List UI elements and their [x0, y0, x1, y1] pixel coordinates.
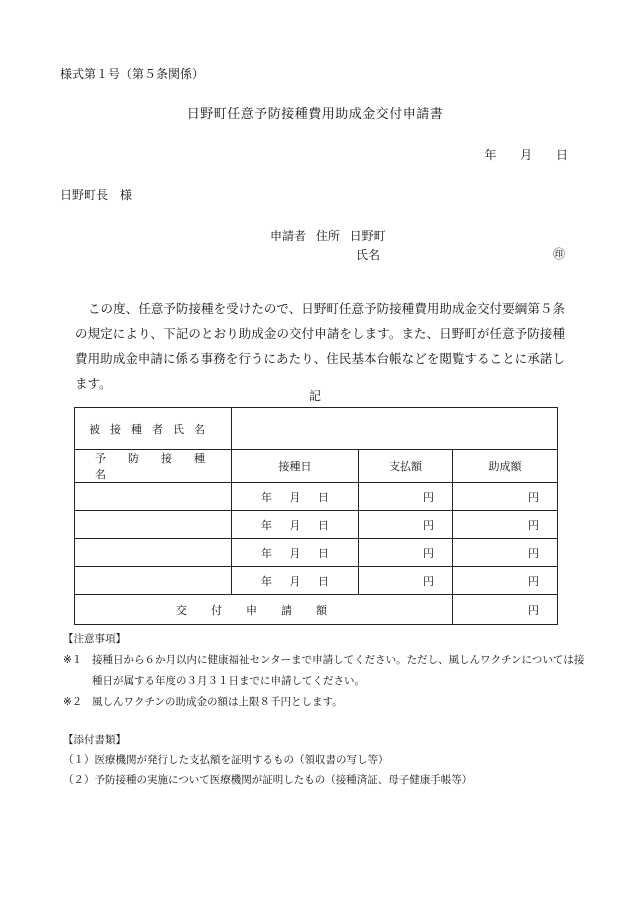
vaccine-name-field[interactable]	[75, 483, 232, 511]
table-row	[75, 483, 558, 511]
vaccine-name-field[interactable]	[75, 567, 232, 595]
body-paragraph: この度、任意予防接種を受けたので、日野町任意予防接種費用助成金交付要綱第５条の規定により、下記のとおり助成金の交付申請をします。また、日野町が任意予防接種費用助成金申請に係る事務を行うにあたり、住民基本台帳などを閲覧することに承諾します。	[75, 301, 565, 391]
attachments-heading: 【添付書類】	[63, 734, 126, 746]
recipient-name-label: 被接種者氏名	[75, 408, 232, 450]
grant-amount-field[interactable]: 円	[453, 511, 558, 539]
form-number: 様式第１号（第５条関係）	[60, 67, 205, 81]
note1-line2: 種日が属する年度の３月３１日までに申請してください。	[92, 675, 365, 687]
note2-mark: ※２	[63, 696, 83, 708]
seal-mark-icon: ㊞	[553, 247, 566, 261]
vaccine-name-header: 予防接種名	[75, 450, 232, 483]
notes-heading: 【注意事項】	[63, 633, 126, 645]
addressee: 日野町長 様	[60, 188, 133, 202]
total-amount-field[interactable]: 円	[453, 595, 558, 625]
total-row	[75, 595, 558, 625]
date-field[interactable]: 年 月 日	[232, 511, 359, 539]
table-row	[75, 539, 558, 567]
grant-table	[74, 407, 558, 625]
grant-amount-header: 助成額	[453, 450, 558, 483]
note2-text: 風しんワクチンの助成金の額は上限８千円とします。	[92, 696, 343, 708]
grant-amount-field[interactable]: 円	[453, 567, 558, 595]
recipient-name-row	[75, 408, 558, 450]
paid-amount-field[interactable]: 円	[359, 567, 453, 595]
paid-amount-field[interactable]: 円	[359, 483, 453, 511]
document-title: 日野町任意予防接種費用助成金交付申請書	[186, 107, 444, 122]
applicant-name-label: 氏名	[356, 248, 381, 262]
ki-label: 記	[308, 389, 321, 403]
vaccine-name-field[interactable]	[75, 539, 232, 567]
recipient-name-field[interactable]	[232, 408, 558, 450]
applicant-address-line: 申請者 住所 日野町	[270, 229, 386, 243]
paid-amount-field[interactable]: 円	[359, 511, 453, 539]
attachment-item: （２）予防接種の実施について医療機関が証明したもの（接種済証、母子健康手帳等）	[63, 774, 473, 786]
vaccine-name-field[interactable]	[75, 511, 232, 539]
table-row	[75, 567, 558, 595]
paid-amount-field[interactable]: 円	[359, 539, 453, 567]
date-line: 年 月 日	[484, 148, 568, 162]
grant-amount-field[interactable]: 円	[453, 539, 558, 567]
date-field[interactable]: 年 月 日	[232, 539, 359, 567]
grant-amount-field[interactable]: 円	[453, 483, 558, 511]
paid-amount-header: 支払額	[359, 450, 453, 483]
table-row	[75, 511, 558, 539]
date-header: 接種日	[232, 450, 359, 483]
note1-line1: 接種日から６か月以内に健康福祉センターまで申請してください。ただし、風しんワクチンについては接	[92, 654, 585, 666]
note1-mark: ※１	[63, 654, 83, 666]
date-field[interactable]: 年 月 日	[232, 567, 359, 595]
table-header-row	[75, 450, 558, 483]
date-field[interactable]: 年 月 日	[232, 483, 359, 511]
total-label: 交付申請額	[75, 595, 453, 625]
attachment-item: （１）医療機関が発行した支払額を証明するもの（領収書の写し等）	[63, 754, 389, 766]
